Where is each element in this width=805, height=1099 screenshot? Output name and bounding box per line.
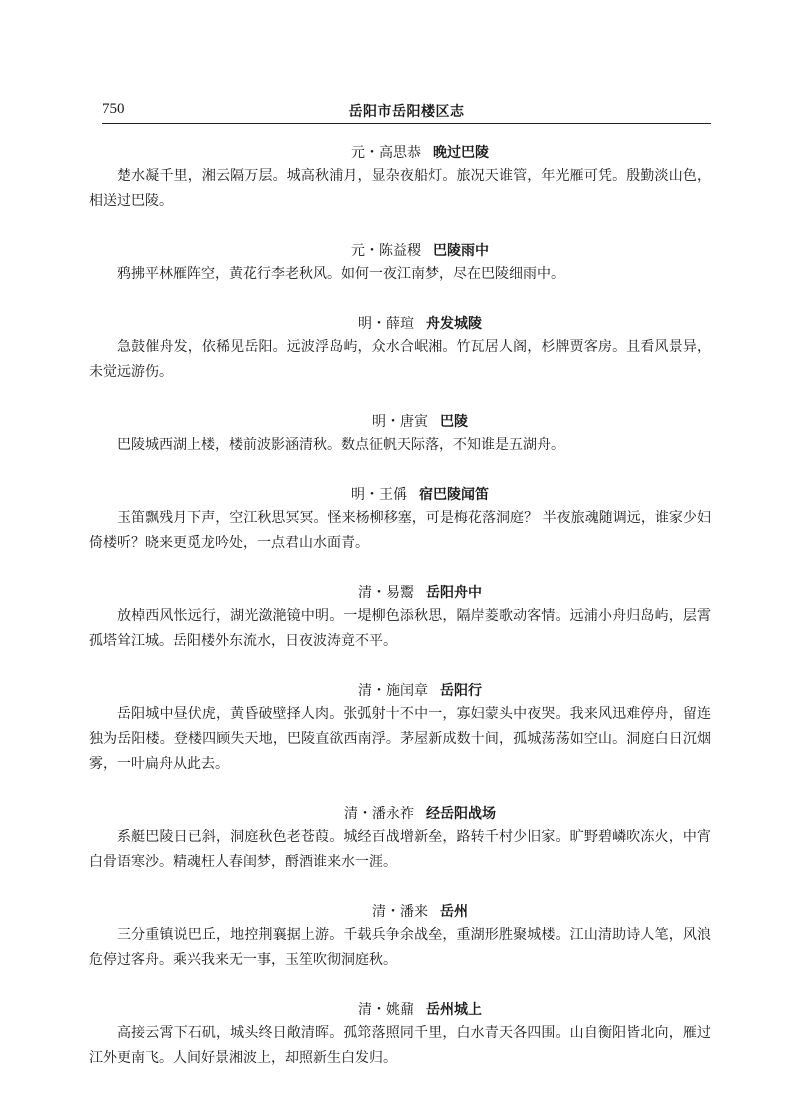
- poem-heading: [89, 240, 711, 262]
- poem-title: 宿巴陵闻笛: [419, 487, 489, 503]
- poem-heading: [89, 901, 711, 923]
- poem-text: 高接云霄下石矶，城头终日敞清晖。孤筇落照同千里，白水青天各四围。山自衡阳皆北向，雁过江外更南飞。人间好景湘波上，却照新生白发归。: [89, 1025, 711, 1066]
- book-title: 岳阳市岳阳楼区志: [348, 104, 465, 120]
- poem: [89, 680, 711, 777]
- poem-heading: [89, 680, 711, 702]
- poem-author: 清・施闰章: [358, 683, 428, 699]
- poem-heading: [89, 411, 711, 433]
- poem-author: 清・易鬻: [358, 585, 414, 601]
- poem-author: 清・姚鼐: [358, 1002, 414, 1018]
- poem: [89, 901, 711, 973]
- poem: [89, 313, 711, 385]
- poem-heading: [89, 582, 711, 604]
- poem: [89, 803, 711, 875]
- poem-author: 明・薛瑄: [358, 316, 414, 332]
- poem-author: 清・潘永祚: [344, 806, 414, 822]
- poem: [89, 142, 711, 214]
- poem-text: 鸦拂平林雁阵空，黄花行李老秋风。如何一夜江南梦，尽在巴陵细雨中。: [117, 266, 565, 282]
- poem-list: [89, 142, 711, 1071]
- poem-text: 放棹西风怅远行，湖光潋滟镜中明。一堤柳色添秋思，隔岸菱歌动客情。远浦小舟归岛屿，层霄孤塔耸江城。岳阳楼外东流水，日夜波涛竟不平。: [89, 608, 711, 649]
- poem-heading: [89, 484, 711, 506]
- poem-heading: [89, 313, 711, 335]
- poem-title: 巴陵雨中: [433, 243, 489, 259]
- poem: [89, 999, 711, 1071]
- poem-title: 舟发城陵: [426, 316, 482, 332]
- poem-title: 岳阳行: [440, 683, 482, 699]
- poem-text: 急鼓催舟发，依稀见岳阳。远波浮岛屿，众水合岷湘。竹瓦居人阁，杉牌贾客房。且看风景异，未觉远游伤。: [89, 339, 711, 380]
- poem-title: 晚过巴陵: [433, 145, 489, 161]
- poem-author: 明・唐寅: [372, 414, 428, 430]
- poem-text: 玉笛飘残月下声，空江秋思冥冥。怪来杨柳移塞，可是梅花落洞庭？ 半夜旅魂随调远，谁家少妇倚楼听？晓来更觅龙吟处，一点君山水面青。: [89, 510, 711, 551]
- poem-text: 三分重镇说巴丘，地控荆襄据上游。千载兵争余战垒，重湖形胜聚城楼。江山清助诗人笔，风浪危停过客舟。乘兴我来无一事，玉笙吹彻洞庭秋。: [89, 927, 711, 968]
- page-header: [102, 101, 711, 124]
- poem-title: 岳阳舟中: [426, 585, 482, 601]
- poem-text: 岳阳城中昼伏虎，黄昏破壁择人肉。张弧射十不中一，寡妇蒙头中夜哭。我来风迅难停舟，留连独为岳阳楼。登楼四顾失天地，巴陵直欲西南浮。茅屋新成数十间，孤城荡荡如空山。洞庭白日沉烟雾，一叶扁舟从此去。: [89, 706, 711, 772]
- poem-text: 系艇巴陵日已斜，洞庭秋色老苍葭。城经百战增新垒，路转千村少旧家。旷野碧嶙吹冻火，中宵白骨语寒沙。精魂枉人春闺梦，酹酒谁来水一涯。: [89, 829, 711, 870]
- poem-title: 经岳阳战场: [426, 806, 496, 822]
- poem-text: 巴陵城西湖上楼，楼前波影涵清秋。数点征帆天际落，不知谁是五湖舟。: [117, 437, 565, 453]
- poem: [89, 240, 711, 287]
- poem-author: 元・陈益稷: [351, 243, 421, 259]
- poem-title: 巴陵: [440, 414, 468, 430]
- poem-title: 岳州城上: [426, 1002, 482, 1018]
- poem-author: 清・潘来: [372, 904, 428, 920]
- poem-heading: [89, 803, 711, 825]
- poem: [89, 411, 711, 458]
- page-number: 750: [102, 101, 125, 117]
- poem-heading: [89, 999, 711, 1021]
- poem: [89, 484, 711, 556]
- poem: [89, 582, 711, 654]
- poem-author: 明・王偁: [351, 487, 407, 503]
- poem-author: 元・高思恭: [351, 145, 421, 161]
- poem-title: 岳州: [440, 904, 468, 920]
- poem-heading: [89, 142, 711, 164]
- poem-text: 楚水凝千里，湘云隔万层。城高秋浦月，显杂夜船灯。旅况天谁管，年光雁可凭。殷勤淡山色，相送过巴陵。: [89, 168, 711, 209]
